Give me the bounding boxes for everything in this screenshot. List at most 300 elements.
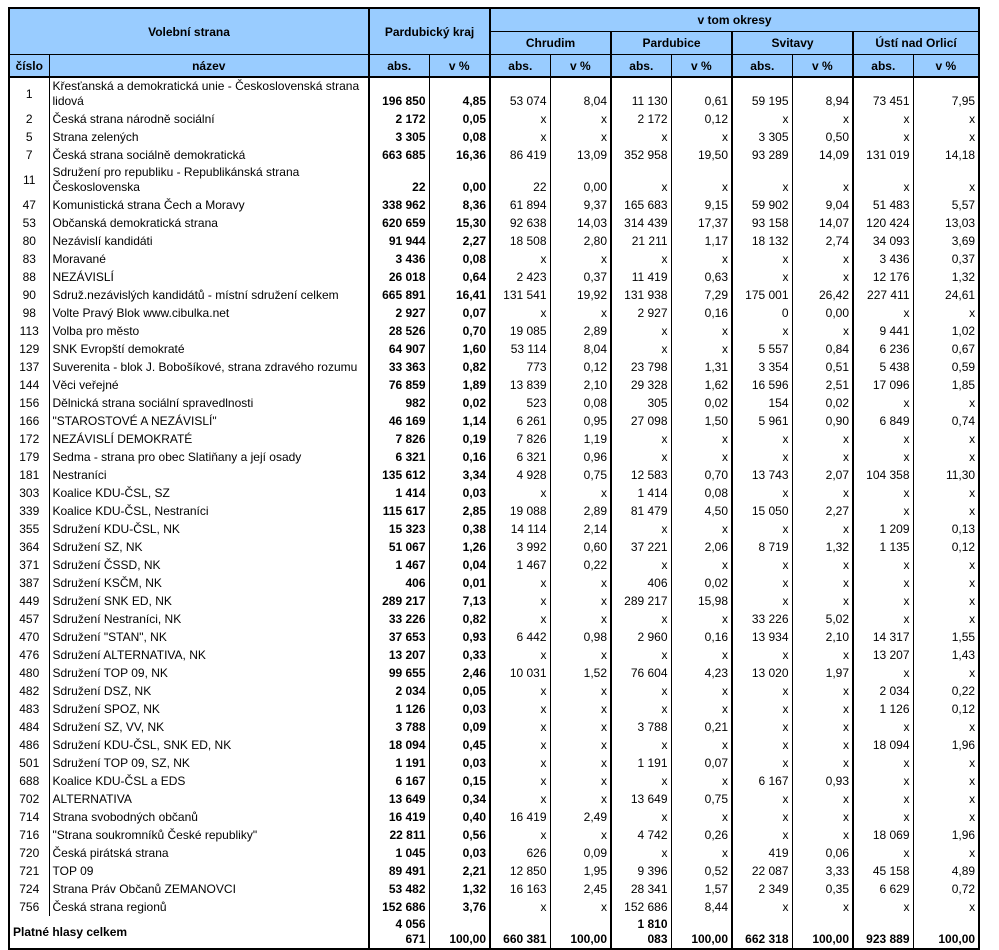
- cell-party-number: 5: [9, 128, 49, 146]
- cell-value: 3 788: [369, 718, 429, 736]
- cell-value: 1,26: [429, 538, 490, 556]
- cell-value: x: [550, 790, 611, 808]
- cell-value: x: [550, 128, 611, 146]
- cell-value: 18 094: [853, 736, 913, 754]
- header-pardubicky-kraj: Pardubický kraj: [369, 8, 490, 55]
- cell-total-value: 1 810 083: [611, 916, 671, 949]
- table-row: [9, 250, 979, 268]
- cell-value: 12 583: [611, 466, 671, 484]
- cell-value: x: [969, 900, 976, 914]
- cell-value: x: [490, 610, 550, 628]
- cell-value: 0,03: [429, 484, 490, 502]
- cell-value: 0,03: [429, 754, 490, 772]
- cell-party-name: Česká strana národně sociální: [49, 110, 369, 128]
- table-row: [9, 430, 979, 448]
- cell-value: 289 217: [369, 592, 429, 610]
- cell-value: 76 604: [611, 664, 671, 682]
- cell-value: 8,94: [792, 77, 853, 110]
- cell-value: 0,61: [671, 77, 732, 110]
- cell-value: x: [969, 130, 976, 144]
- cell-party-name: Sdružení SNK ED, NK: [49, 592, 369, 610]
- cell-total-value: 662 318: [732, 916, 792, 949]
- cell-value: 1,62: [671, 376, 732, 394]
- cell-value: 6 167: [732, 772, 792, 790]
- cell-party-number: 501: [9, 754, 49, 772]
- cell-value: 0,52: [671, 862, 732, 880]
- cell-value: x: [671, 250, 732, 268]
- cell-value: 1 414: [369, 484, 429, 502]
- cell-party-number: 166: [9, 412, 49, 430]
- cell-value: 1 045: [369, 844, 429, 862]
- cell-party-number: 387: [9, 574, 49, 592]
- header-abs: abs.: [490, 55, 550, 78]
- cell-value: 5 438: [853, 358, 913, 376]
- cell-value: 13 934: [732, 628, 792, 646]
- cell-value: x: [732, 790, 792, 808]
- cell-value: 6 321: [490, 448, 550, 466]
- cell-total-value: 100,00: [938, 932, 976, 946]
- cell-value: 0,15: [429, 772, 490, 790]
- cell-value: 1,32: [951, 270, 976, 284]
- cell-party-name: Strana svobodných občanů: [49, 808, 369, 826]
- cell-value: x: [969, 846, 976, 860]
- table-row: [9, 556, 979, 574]
- cell-value: 23 798: [611, 358, 671, 376]
- cell-value: 227 411: [853, 286, 913, 304]
- cell-value: 152 686: [369, 898, 429, 916]
- cell-value: 24,61: [945, 288, 976, 302]
- cell-party-number: 371: [9, 556, 49, 574]
- cell-value: 15,98: [671, 592, 732, 610]
- cell-party-number: 339: [9, 502, 49, 520]
- cell-value: x: [732, 700, 792, 718]
- table-row: [9, 664, 979, 682]
- cell-value: x: [550, 826, 611, 844]
- cell-value: x: [853, 110, 913, 128]
- cell-value: x: [969, 450, 976, 464]
- cell-value: 0,01: [429, 574, 490, 592]
- cell-value: 0,82: [429, 358, 490, 376]
- cell-value: 7,95: [951, 94, 976, 108]
- cell-value: x: [550, 898, 611, 916]
- cell-value: 1,55: [951, 630, 976, 644]
- cell-party-number: 98: [9, 304, 49, 322]
- cell-party-number: 156: [9, 394, 49, 412]
- cell-party-name: Volte Pravý Blok www.cibulka.net: [49, 304, 369, 322]
- cell-value: x: [853, 718, 913, 736]
- cell-value: x: [853, 772, 913, 790]
- cell-value: x: [732, 250, 792, 268]
- cell-value: 33 363: [369, 358, 429, 376]
- cell-value: x: [792, 448, 853, 466]
- cell-value: x: [550, 646, 611, 664]
- cell-party-name: Komunistická strana Čech a Moravy: [49, 196, 369, 214]
- cell-value: 0,05: [429, 682, 490, 700]
- cell-value: x: [853, 610, 913, 628]
- cell-value: x: [490, 574, 550, 592]
- cell-party-number: 449: [9, 592, 49, 610]
- header-district-chrudim: Chrudim: [490, 32, 611, 55]
- cell-value: 2,89: [550, 502, 611, 520]
- cell-value: 0,05: [429, 110, 490, 128]
- cell-value: x: [611, 128, 671, 146]
- table-row: [9, 790, 979, 808]
- cell-party-number: 172: [9, 430, 49, 448]
- cell-party-name: Nestraníci: [49, 466, 369, 484]
- cell-value: 9 441: [853, 322, 913, 340]
- cell-value: 120 424: [853, 214, 913, 232]
- cell-value: 0,06: [792, 844, 853, 862]
- cell-value: 1,17: [671, 232, 732, 250]
- cell-value: 0,08: [671, 484, 732, 502]
- cell-value: 51 067: [369, 538, 429, 556]
- cell-value: x: [611, 646, 671, 664]
- cell-value: 154: [732, 394, 792, 412]
- cell-value: 620 659: [369, 214, 429, 232]
- cell-party-number: 144: [9, 376, 49, 394]
- cell-value: 53 482: [369, 880, 429, 898]
- cell-value: 4 742: [611, 826, 671, 844]
- cell-value: 1 191: [611, 754, 671, 772]
- cell-party-number: 179: [9, 448, 49, 466]
- cell-value: 86 419: [490, 146, 550, 164]
- cell-value: 15 050: [732, 502, 792, 520]
- cell-value: 4,50: [671, 502, 732, 520]
- cell-value: 8,36: [429, 196, 490, 214]
- cell-value: x: [611, 736, 671, 754]
- cell-value: 3 305: [732, 128, 792, 146]
- cell-value: 0,84: [792, 340, 853, 358]
- cell-value: 2,14: [550, 520, 611, 538]
- cell-value: 13 839: [490, 376, 550, 394]
- cell-party-name: Moravané: [49, 250, 369, 268]
- header-volebni-strana: Volební strana: [9, 8, 369, 55]
- cell-value: x: [490, 592, 550, 610]
- cell-party-name: Koalice KDU-ČSL a EDS: [49, 772, 369, 790]
- cell-value: x: [550, 484, 611, 502]
- cell-party-number: 714: [9, 808, 49, 826]
- cell-party-number: 129: [9, 340, 49, 358]
- cell-value: 13 020: [732, 664, 792, 682]
- cell-value: x: [490, 772, 550, 790]
- cell-value: x: [732, 898, 792, 916]
- cell-value: 3,69: [951, 234, 976, 248]
- cell-value: 0,07: [671, 754, 732, 772]
- cell-value: 3 436: [369, 250, 429, 268]
- cell-value: 2 927: [611, 304, 671, 322]
- cell-value: 3 354: [732, 358, 792, 376]
- cell-value: 338 962: [369, 196, 429, 214]
- table-row: [9, 466, 979, 484]
- election-results-table: [8, 7, 980, 950]
- cell-value: 419: [732, 844, 792, 862]
- cell-value: 0,50: [792, 128, 853, 146]
- cell-value: 131 019: [853, 146, 913, 164]
- cell-value: 0,12: [951, 540, 976, 554]
- cell-value: x: [732, 448, 792, 466]
- cell-value: 2,46: [429, 664, 490, 682]
- cell-value: 0,13: [951, 522, 976, 536]
- cell-value: x: [671, 682, 732, 700]
- cell-value: 0,09: [550, 844, 611, 862]
- table-row: [9, 214, 979, 232]
- cell-value: 16 419: [369, 808, 429, 826]
- total-row: [9, 916, 979, 949]
- cell-party-name: Sdružení KDU-ČSL, NK: [49, 520, 369, 538]
- header-nazev: název: [49, 55, 369, 78]
- table-row: [9, 862, 979, 880]
- cell-value: x: [853, 448, 913, 466]
- cell-value: x: [969, 558, 976, 572]
- cell-value: 3 788: [611, 718, 671, 736]
- cell-value: 2,89: [550, 322, 611, 340]
- cell-value: 16 596: [732, 376, 792, 394]
- cell-value: 0,38: [429, 520, 490, 538]
- cell-party-name: Nezávislí kandidáti: [49, 232, 369, 250]
- cell-value: x: [671, 646, 732, 664]
- cell-value: x: [732, 556, 792, 574]
- cell-value: 2 172: [369, 110, 429, 128]
- cell-value: 89 491: [369, 862, 429, 880]
- cell-value: x: [792, 110, 853, 128]
- table-row: [9, 268, 979, 286]
- cell-value: 4,85: [429, 77, 490, 110]
- cell-value: 0,02: [429, 394, 490, 412]
- cell-value: 12 850: [490, 862, 550, 880]
- table-row: [9, 592, 979, 610]
- cell-value: x: [490, 754, 550, 772]
- cell-value: 196 850: [369, 77, 429, 110]
- cell-value: 64 907: [369, 340, 429, 358]
- cell-party-number: 11: [9, 164, 49, 196]
- cell-party-name: ALTERNATIVA: [49, 790, 369, 808]
- cell-value: 51 483: [853, 196, 913, 214]
- header-district-usti-nad-orlici: Ústí nad Orlicí: [853, 32, 979, 55]
- cell-value: 104 358: [853, 466, 913, 484]
- cell-party-name: Sdružení SZ, NK: [49, 538, 369, 556]
- cell-party-number: 1: [9, 77, 49, 110]
- cell-value: 28 526: [369, 322, 429, 340]
- cell-value: x: [792, 898, 853, 916]
- cell-value: 5 557: [732, 340, 792, 358]
- cell-value: 53 074: [490, 77, 550, 110]
- cell-value: x: [671, 736, 732, 754]
- cell-value: 0,12: [671, 110, 732, 128]
- cell-value: 0,82: [429, 610, 490, 628]
- cell-value: 0,08: [429, 250, 490, 268]
- cell-value: 27 098: [611, 412, 671, 430]
- table-row: [9, 412, 979, 430]
- cell-value: x: [611, 682, 671, 700]
- cell-value: 7,13: [429, 592, 490, 610]
- cell-value: 1,50: [671, 412, 732, 430]
- cell-party-name: Koalice KDU-ČSL, Nestraníci: [49, 502, 369, 520]
- cell-value: 22 811: [369, 826, 429, 844]
- cell-value: 175 001: [732, 286, 792, 304]
- cell-value: x: [490, 826, 550, 844]
- cell-value: x: [792, 826, 853, 844]
- cell-value: 663 685: [369, 146, 429, 164]
- header-abs: abs.: [732, 55, 792, 78]
- cell-party-number: 364: [9, 538, 49, 556]
- cell-value: x: [853, 808, 913, 826]
- cell-party-name: Sdružení KDU-ČSL, SNK ED, NK: [49, 736, 369, 754]
- cell-value: 16 419: [490, 808, 550, 826]
- cell-value: 26 018: [369, 268, 429, 286]
- cell-value: 6 442: [490, 628, 550, 646]
- cell-value: x: [969, 504, 976, 518]
- cell-party-number: 457: [9, 610, 49, 628]
- cell-value: 7 826: [369, 430, 429, 448]
- cell-value: x: [969, 432, 976, 446]
- cell-value: 11 130: [611, 77, 671, 110]
- cell-value: 2,80: [550, 232, 611, 250]
- cell-value: 7 826: [490, 430, 550, 448]
- cell-value: x: [671, 520, 732, 538]
- cell-value: 19,92: [550, 286, 611, 304]
- cell-value: 0,95: [550, 412, 611, 430]
- cell-value: 1,52: [550, 664, 611, 682]
- cell-value: 9,04: [792, 196, 853, 214]
- cell-value: 406: [369, 574, 429, 592]
- cell-value: 2,74: [792, 232, 853, 250]
- cell-value: x: [671, 772, 732, 790]
- cell-party-number: 721: [9, 862, 49, 880]
- table-row: [9, 520, 979, 538]
- cell-value: 0,96: [550, 448, 611, 466]
- cell-value: 0,35: [792, 880, 853, 898]
- cell-value: x: [792, 700, 853, 718]
- cell-value: x: [853, 164, 913, 196]
- cell-party-number: 476: [9, 646, 49, 664]
- cell-value: x: [792, 520, 853, 538]
- cell-value: 1 126: [853, 700, 913, 718]
- cell-value: 0,02: [671, 574, 732, 592]
- cell-value: 19 085: [490, 322, 550, 340]
- cell-value: 406: [611, 574, 671, 592]
- table-row: [9, 826, 979, 844]
- table-row: [9, 808, 979, 826]
- cell-value: 13 207: [369, 646, 429, 664]
- cell-party-number: 2: [9, 110, 49, 128]
- cell-value: x: [792, 322, 853, 340]
- cell-value: 16,41: [429, 286, 490, 304]
- cell-value: 1,85: [951, 378, 976, 392]
- cell-value: x: [969, 774, 976, 788]
- cell-value: x: [969, 810, 976, 824]
- cell-value: 33 226: [732, 610, 792, 628]
- cell-value: x: [550, 682, 611, 700]
- cell-value: x: [792, 808, 853, 826]
- cell-value: 0,22: [951, 684, 976, 698]
- cell-value: 1,96: [951, 738, 976, 752]
- cell-value: 0,00: [792, 304, 853, 322]
- cell-value: 2,27: [792, 502, 853, 520]
- cell-value: 289 217: [611, 592, 671, 610]
- cell-value: x: [853, 790, 913, 808]
- table-row: [9, 718, 979, 736]
- cell-party-name: Sdružení ČSSD, NK: [49, 556, 369, 574]
- cell-value: x: [732, 808, 792, 826]
- cell-value: 2,07: [792, 466, 853, 484]
- cell-party-name: Sdružení SZ, VV, NK: [49, 718, 369, 736]
- cell-value: 59 902: [732, 196, 792, 214]
- cell-value: 2,21: [429, 862, 490, 880]
- cell-value: 18 508: [490, 232, 550, 250]
- cell-value: 0,26: [671, 826, 732, 844]
- cell-value: 0: [732, 304, 792, 322]
- cell-value: 17 096: [853, 376, 913, 394]
- cell-value: x: [792, 250, 853, 268]
- header-row-groups: [9, 8, 979, 32]
- cell-value: x: [792, 790, 853, 808]
- table-row: [9, 736, 979, 754]
- cell-value: x: [732, 592, 792, 610]
- cell-value: 3 992: [490, 538, 550, 556]
- cell-value: 0,34: [429, 790, 490, 808]
- cell-party-name: Česká strana regionů: [49, 898, 369, 916]
- cell-value: x: [732, 826, 792, 844]
- cell-value: x: [671, 322, 732, 340]
- cell-party-number: 181: [9, 466, 49, 484]
- cell-value: 14,07: [792, 214, 853, 232]
- cell-value: 0,33: [429, 646, 490, 664]
- cell-value: 165 683: [611, 196, 671, 214]
- header-v-tom-okresy: v tom okresy: [490, 8, 979, 32]
- cell-value: 13,03: [945, 216, 976, 230]
- cell-party-number: 80: [9, 232, 49, 250]
- cell-value: 17,37: [671, 214, 732, 232]
- cell-party-name: Volba pro město: [49, 322, 369, 340]
- cell-value: 11,30: [945, 468, 976, 482]
- cell-value: 665 891: [369, 286, 429, 304]
- table-row: [9, 376, 979, 394]
- table-row: [9, 304, 979, 322]
- cell-value: 1,19: [550, 430, 611, 448]
- table-row: [9, 128, 979, 146]
- cell-value: x: [611, 808, 671, 826]
- cell-value: 0,74: [951, 414, 976, 428]
- table-row: [9, 146, 979, 164]
- cell-value: 2 927: [369, 304, 429, 322]
- table-row: [9, 196, 979, 214]
- cell-value: x: [732, 268, 792, 286]
- cell-value: 26,42: [792, 286, 853, 304]
- cell-value: 2,06: [671, 538, 732, 556]
- cell-value: x: [853, 430, 913, 448]
- table-body: [9, 77, 979, 949]
- cell-value: x: [550, 736, 611, 754]
- cell-value: x: [671, 448, 732, 466]
- cell-party-number: 688: [9, 772, 49, 790]
- cell-value: 131 938: [611, 286, 671, 304]
- cell-value: 2 034: [853, 682, 913, 700]
- table-row: [9, 340, 979, 358]
- cell-party-number: 756: [9, 898, 49, 916]
- cell-value: 773: [490, 358, 550, 376]
- cell-value: 13 649: [611, 790, 671, 808]
- table-row: [9, 232, 979, 250]
- cell-value: 10 031: [490, 664, 550, 682]
- cell-value: 92 638: [490, 214, 550, 232]
- cell-party-number: 702: [9, 790, 49, 808]
- cell-value: x: [611, 610, 671, 628]
- header-cislo: číslo: [9, 55, 49, 78]
- cell-value: 91 944: [369, 232, 429, 250]
- cell-value: x: [611, 340, 671, 358]
- cell-value: 2,45: [550, 880, 611, 898]
- cell-party-name: Sdružení Nestraníci, NK: [49, 610, 369, 628]
